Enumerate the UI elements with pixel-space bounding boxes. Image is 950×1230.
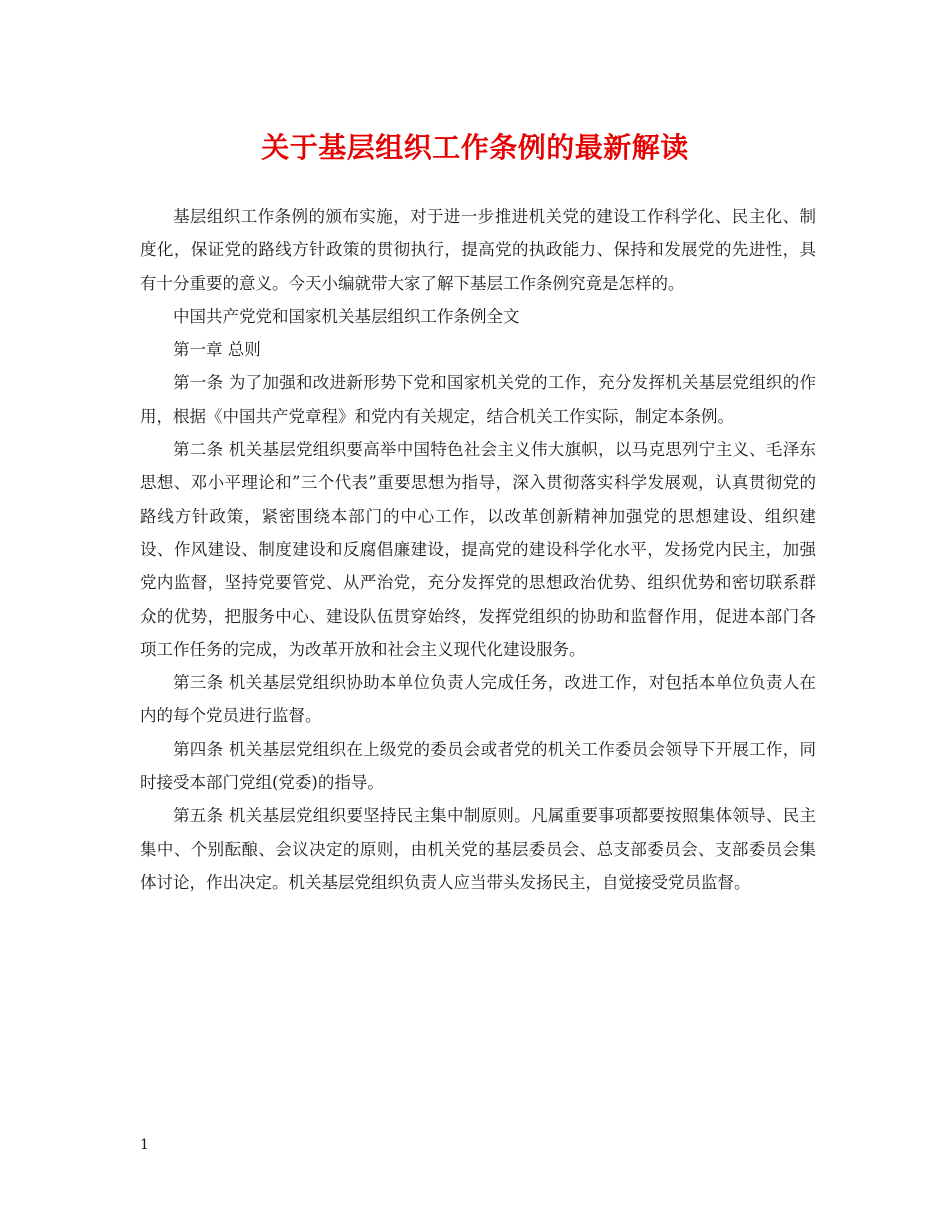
paragraph-article-one: 第一条 为了加强和改进新形势下党和国家机关党的工作，充分发挥机关基层党组织的作用，根据《中国共产党章程》和党内有关规定，结合机关工作实际，制定本条例。	[140, 373, 816, 426]
paragraph-article-three: 第三条 机关基层党组织协助本单位负责人完成任务，改进工作，对包括本单位负责人在内的每个党员进行监督。	[140, 673, 816, 726]
paragraph-article-two: 第二条 机关基层党组织要高举中国特色社会主义伟大旗帜，以马克思列宁主义、毛泽东思想、邓小平理论和”三个代表”重要思想为指导，深入贯彻落实科学发展观，认真贯彻党的路线方针政策，紧密围绕本部门的中心工作，以改革创新精神加强党的思想建设、组织建设、作风建设、制度建设和反腐倡廉建设，提高党的建设科学化水平，发扬党内民主，加强党内监督，坚持党要管党、从严治党，充分发挥党的思想政治优势、组织优势和密切联系群众的优势，把服务中心、建设队伍贯穿始终，发挥党组织的协助和监督作用，促进本部门各项工作任务的完成，为改革开放和社会主义现代化建设服务。	[140, 440, 816, 659]
paragraph-intro: 基层组织工作条例的颁布实施，对于进一步推进机关党的建设工作科学化、民主化、制度化，保证党的路线方针政策的贯彻执行，提高党的执政能力、保持和发展党的先进性，具有十分重要的意义。今天小编就带大家了解下基层工作条例究竟是怎样的。	[140, 207, 816, 293]
paragraph-chapter-one: 第一章 总则	[173, 340, 261, 360]
page-number: 1	[140, 1137, 149, 1153]
paragraph-article-five: 第五条 机关基层党组织要坚持民主集中制原则。凡属重要事项都要按照集体领导、民主集中、个别酝酿、会议决定的原则，由机关党的基层委员会、总支部委员会、支部委员会集体讨论，作出决定。机关基层党组织负责人应当带头发扬民主，自觉接受党员监督。	[140, 806, 816, 892]
document-body	[140, 200, 816, 899]
paragraph-full-text-heading: 中国共产党党和国家机关基层组织工作条例全文	[173, 306, 520, 326]
document-title: 关于基层组织工作条例的最新解读	[261, 131, 689, 164]
paragraph-article-four: 第四条 机关基层党组织在上级党的委员会或者党的机关工作委员会领导下开展工作，同时接受本部门党组(党委)的指导。	[140, 739, 816, 793]
